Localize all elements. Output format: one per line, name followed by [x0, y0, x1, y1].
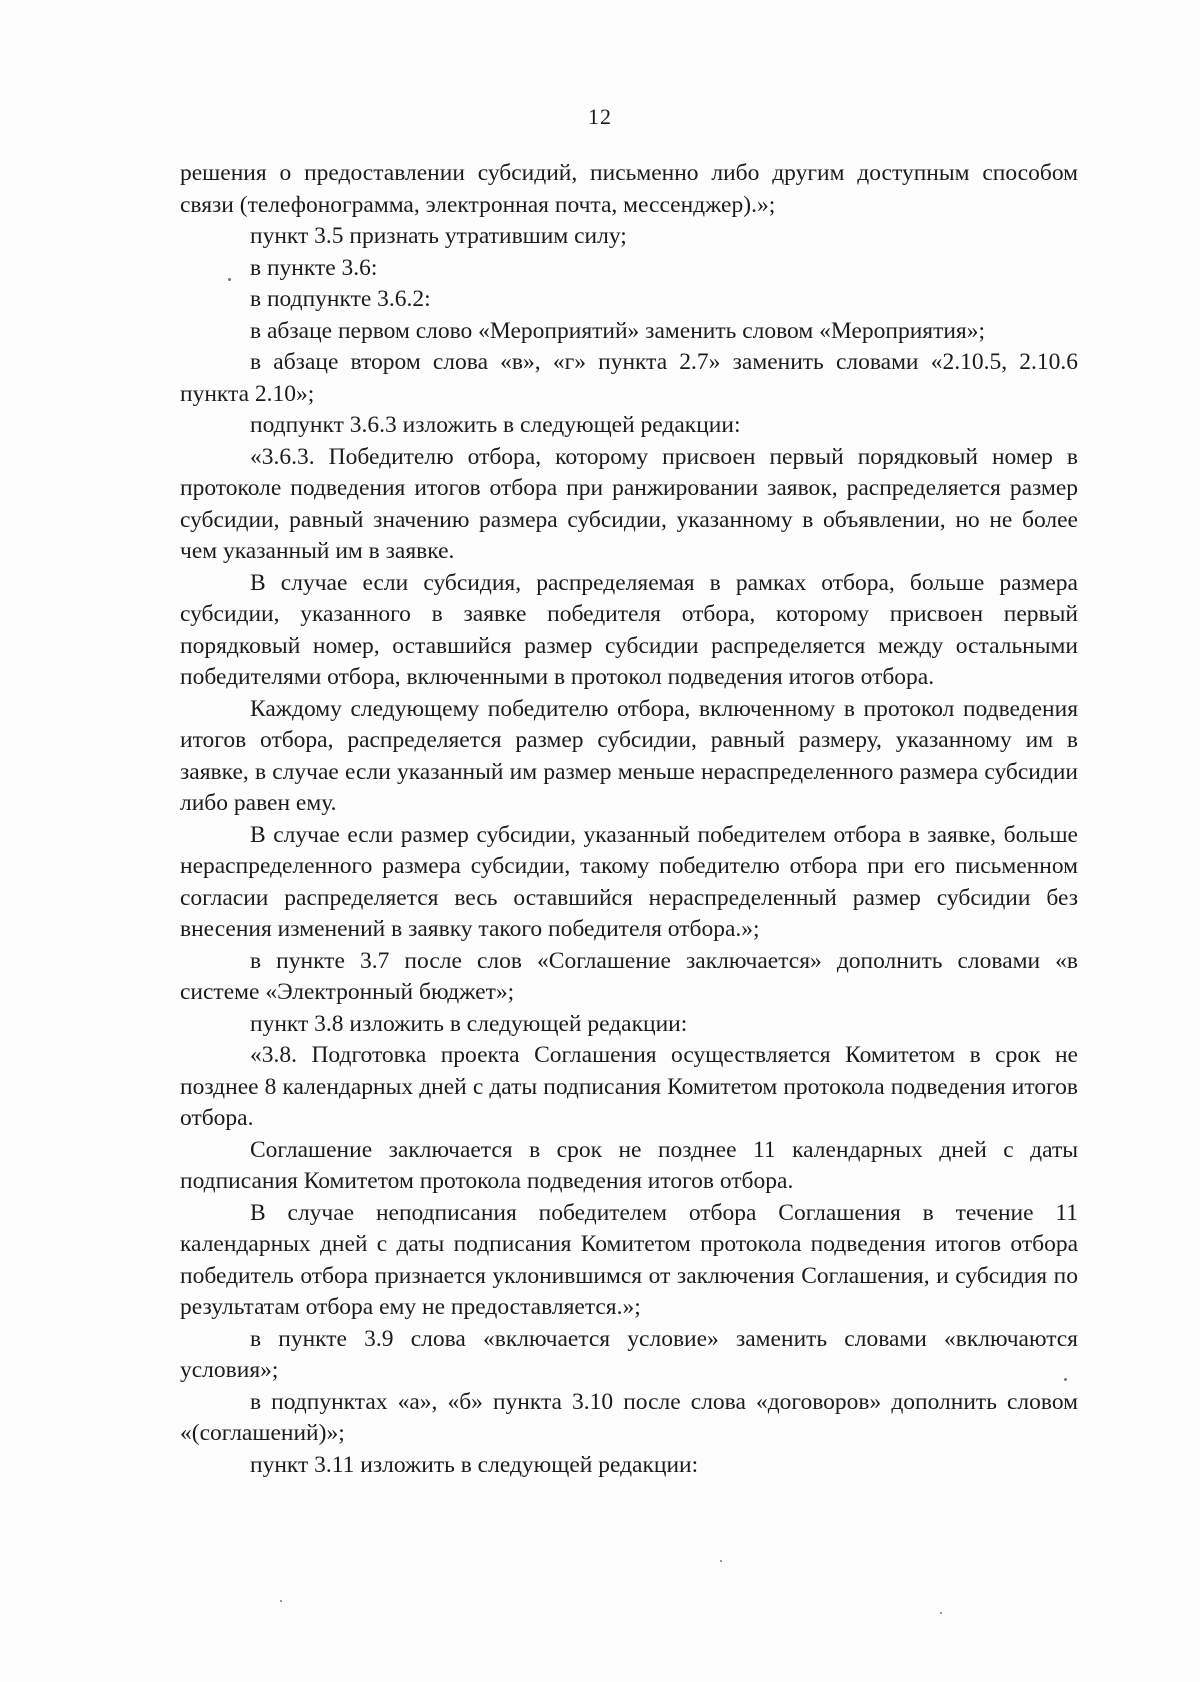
paragraph: пункт 3.11 изложить в следующей редакции: — [250, 1451, 699, 1478]
paragraph: В случае неподписания победителем отбора Соглашения в течение 11 календарных дней с даты подписания Комитетом протокола подведения итогов отбора победитель отбора признается уклонившимся от заключения Соглашения, и субсидия по результатам отбора ему не предоставляется.»; — [180, 1199, 1078, 1320]
paragraph: решения о предоставлении субсидий, письменно либо другим доступным способом связи (телефонограмма, электронная почта, мессенджер).»; — [180, 160, 1078, 218]
scan-speck — [280, 1600, 282, 1602]
paragraph: в пункте 3.6: — [250, 254, 378, 281]
paragraph: в пункте 3.7 после слов «Соглашение заключается» дополнить словами «в системе «Электронный бюджет»; — [180, 947, 1078, 1005]
paragraph: в пункте 3.9 слова «включается условие» заменить словами «включаются условия»; — [180, 1325, 1078, 1383]
scan-speck — [1064, 1378, 1067, 1381]
paragraph: в подпунктах «а», «б» пункта 3.10 после слова «договоров» дополнить словом «(соглашений)»; — [180, 1388, 1078, 1446]
paragraph: подпункт 3.6.3 изложить в следующей редакции: — [250, 412, 741, 438]
paragraph: «3.6.3. Победителю отбора, которому присвоен первый порядковый номер в протоколе подведения итогов отбора при ранжировании заявок, распределяется размер субсидии, равный значению размера субсидии, указанному в объявлении, но не более чем указанный им в заявке. — [180, 443, 1078, 564]
paragraph: В случае если субсидия, распределяемая в рамках отбора, больше размера субсидии, указанного в заявке победителя отбора, которому присвоен первый порядковый номер, оставшийся размер субсидии распределяется между остальными победителями отбора, включенными в протокол подведения итогов отбора. — [180, 569, 1078, 690]
paragraph: Соглашение заключается в срок не позднее 11 календарных дней с даты подписания Комитетом протокола подведения итогов отбора. — [180, 1136, 1078, 1194]
paragraph: В случае если размер субсидии, указанный победителем отбора в заявке, больше нераспределенного размера субсидии, такому победителю отбора при его письменном согласии распределяется весь оставшийся нераспределенный размер субсидии без внесения изменений в заявку такого победителя отбора.»; — [180, 821, 1078, 942]
paragraph: пункт 3.8 изложить в следующей редакции: — [250, 1010, 688, 1037]
paragraph: «3.8. Подготовка проекта Соглашения осуществляется Комитетом в срок не позднее 8 календарных дней с даты подписания Комитетом протокола подведения итогов отбора. — [180, 1042, 1078, 1131]
scan-speck — [940, 1612, 942, 1614]
document-body — [180, 158, 1078, 1481]
paragraph: пункт 3.5 признать утратившим силу; — [250, 223, 627, 249]
scan-speck — [720, 1560, 722, 1562]
page-number: 12 — [588, 104, 612, 129]
paragraph: в абзаце втором слова «в», «г» пункта 2.7» заменить словами «2.10.5, 2.10.6 пункта 2.10»; — [180, 349, 1078, 407]
paragraph: в абзаце первом слово «Мероприятий» заменить словом «Мероприятия»; — [250, 317, 986, 344]
paragraph: в подпункте 3.6.2: — [250, 286, 431, 312]
scan-speck — [228, 278, 231, 281]
paragraph: Каждому следующему победителю отбора, включенному в протокол подведения итогов отбора, распределяется размер субсидии, равный размеру, указанному им в заявке, в случае если указанный им размер меньше нераспределенного размера субсидии либо равен ему. — [180, 695, 1078, 816]
